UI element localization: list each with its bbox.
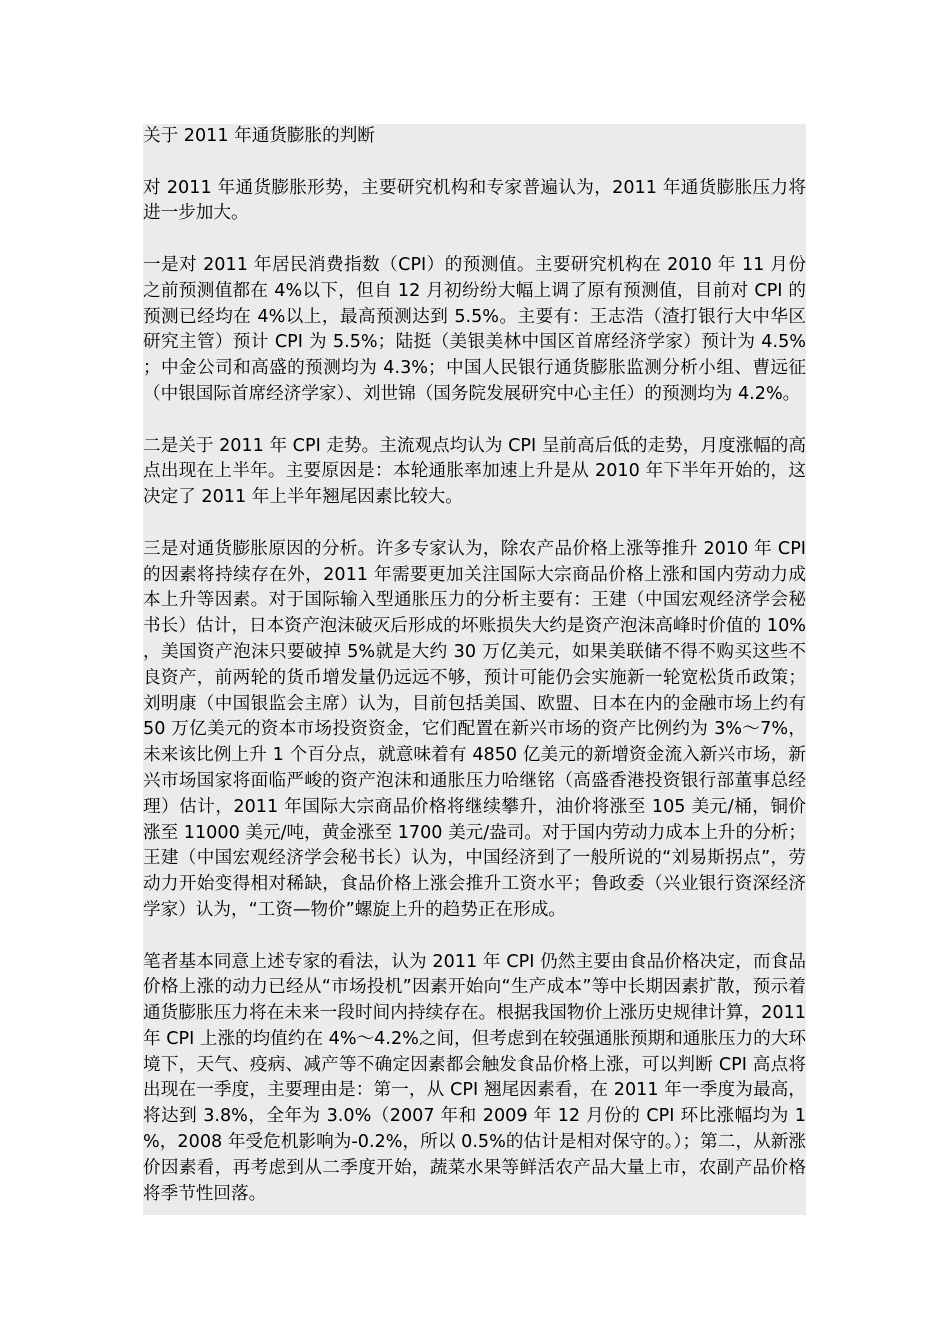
paragraph-spacer <box>143 408 806 434</box>
document-title: 关于 2011 年通货膨胀的判断 <box>143 124 806 150</box>
paragraph-3: 二是关于 2011 年 CPI 走势。主流观点均认为 CPI 呈前高后低的走势，月度涨幅的高点出现在上半年。主要原因是：本轮通胀率加速上升是从 2010 年下半年开始的，这决定了 2011 年上半年翘尾因素比较大。 <box>143 434 806 511</box>
paragraph-1: 对 2011 年通货膨胀形势，主要研究机构和专家普遍认为，2011 年通货膨胀压力将进一步加大。 <box>143 176 806 228</box>
paragraph-tail <box>143 1207 806 1215</box>
paragraph-2: 一是对 2011 年居民消费指数（CPI）的预测值。主要研究机构在 2010 年 11 月份之前预测值都在 4%以下，但自 12 月初纷纷大幅上调了原有预测值，目前对 CPI 的预测已经均在 4%以上，最高预测达到 5.5%。主要有：王志浩（渣打银行大中华区研究主管）预计 CPI 为 5.5%；陆挺（美银美林中国区首席经济学家）预计为 4.5%；中金公司和高盛的预测均为 4.3%；中国人民银行通货膨胀监测分析小组、曹远征（中银国际首席经济学家）、刘世锦（国务院发展研究中心主任）的预测均为 4.2%。 <box>143 253 806 408</box>
document-body <box>143 124 806 1215</box>
paragraph-spacer <box>143 924 806 950</box>
paragraph-spacer <box>143 227 806 253</box>
paragraph-5: 笔者基本同意上述专家的看法，认为 2011 年 CPI 仍然主要由食品价格决定，而食品价格上涨的动力已经从“市场投机”因素开始向“生产成本”等中长期因素扩散，预示着通货膨胀压力将在未来一段时间内持续存在。根据我国物价上涨历史规律计算，2011 年 CPI 上涨的均值约在 4%～4.2%之间，但考虑到在较强通胀预期和通胀压力的大环境下，天气、疫病、减产等不确定因素都会触发食品价格上涨，可以判断 CPI 高点将出现在一季度，主要理由是：第一，从 CPI 翘尾因素看，在 2011 年一季度为最高，将达到 3.8%，全年为 3.0%（2007 年和 2009 年 12 月份的 CPI 环比涨幅均为 1%，2008 年受危机影响为-0.2%，所以 0.5%的估计是相对保守的。）；第二，从新涨价因素看，再考虑到从二季度开始，蔬菜水果等鲜活农产品大量上市，农副产品价格将季节性回落。 <box>143 950 806 1208</box>
paragraph-spacer <box>143 511 806 537</box>
paragraph-spacer <box>143 150 806 176</box>
paragraph-4: 三是对通货膨胀原因的分析。许多专家认为，除农产品价格上涨等推升 2010 年 CPI 的因素将持续存在外，2011 年需要更加关注国际大宗商品价格上涨和国内劳动力成本上升等因素。对于国际输入型通胀压力的分析主要有：王建（中国宏观经济学会秘书长）估计，日本资产泡沫破灭后形成的坏账损失大约是资产泡沫高峰时价值的 10%，美国资产泡沫只要破掉 5%就是大约 30 万亿美元，如果美联储不得不购买这些不良资产，前两轮的货币增发量仍远远不够，预计可能仍会实施新一轮宽松货币政策；刘明康（中国银监会主席）认为，目前包括美国、欧盟、日本在内的金融市场上约有 50 万亿美元的资本市场投资资金，它们配置在新兴市场的资产比例约为 3%～7%，未来该比例上升 1 个百分点，就意味着有 4850 亿美元的新增资金流入新兴市场，新兴市场国家将面临严峻的资产泡沫和通胀压力哈继铭（高盛香港投资银行部董事总经理）估计，2011 年国际大宗商品价格将继续攀升，油价将涨至 105 美元/桶，铜价涨至 11000 美元/吨，黄金涨至 1700 美元/盎司。对于国内劳动力成本上升的分析；王建（中国宏观经济学会秘书长）认为，中国经济到了一般所说的“刘易斯拐点”，劳动力开始变得相对稀缺，食品价格上涨会推升工资水平；鲁政委（兴业银行资深经济学家）认为，“工资—物价”螺旋上升的趋势正在形成。 <box>143 537 806 924</box>
